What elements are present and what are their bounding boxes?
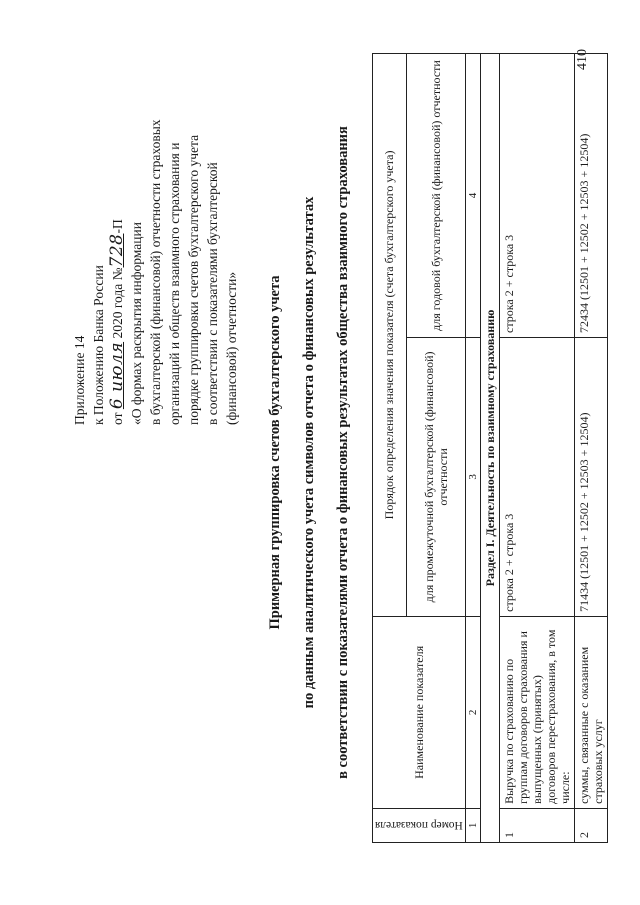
row-interim: 71434 (12501 + 12502 + 12503 + 12504) (574, 337, 607, 616)
date-prefix: от (110, 412, 125, 425)
row-number: 1 (499, 808, 574, 842)
row-name: Выручка по страхованию по группам договоров страхования и выпущенных (принятых) договоров перестрахования, в том числе: (499, 616, 574, 808)
row-interim: строка 2 + строка 3 (499, 337, 574, 616)
column-number: 3 (465, 337, 480, 616)
handwritten-date: 6 июля (107, 341, 127, 410)
appendix-date-line (108, 95, 127, 425)
date-year: 2020 года № (110, 267, 125, 339)
header-interim: для промежуточной бухгалтерской (финансовой) отчетности (406, 337, 465, 616)
header-annual: для годовой бухгалтерской (финансовой) отчетности (406, 54, 465, 338)
column-number: 1 (465, 808, 480, 842)
table-header-row (373, 54, 407, 843)
column-number: 2 (465, 616, 480, 808)
appendix-line: в соответствии с показателями бухгалтерской (205, 162, 220, 425)
section-title: Раздел I. Деятельность по взаимному страхованию (480, 54, 499, 843)
appendix-line: Приложение 14 (72, 335, 87, 425)
row-number: 2 (574, 808, 607, 842)
grouping-table (372, 53, 608, 843)
title-line: в соответствии с показателями отчета о финансовых результатах общества взаимного страхования (335, 126, 351, 779)
table-row (499, 54, 574, 843)
row-annual: 72434 (12501 + 12502 + 12503 + 12504) (574, 54, 607, 338)
appendix-header (70, 95, 241, 425)
document-title (258, 0, 360, 905)
appendix-line: в бухгалтерской (финансовой) отчетности страховых (148, 119, 163, 425)
column-numbers-row (465, 54, 480, 843)
title-line: Примерная группировка счетов бухгалтерского учета (267, 275, 283, 630)
header-name: Наименование показателя (373, 616, 466, 808)
appendix-line: к Положению Банка России (91, 265, 106, 425)
header-order: Порядок определения значения показателя (счета бухгалтерского учета) (373, 54, 407, 617)
appendix-line: организаций и обществ взаимного страхования и (167, 142, 182, 425)
column-number: 4 (465, 54, 480, 338)
handwritten-number: 728 (107, 233, 127, 268)
header-number: Номер показателя (373, 808, 466, 842)
number-suffix: -П (110, 219, 125, 234)
row-name: суммы, связанные с оказанием страховых услуг (574, 616, 607, 808)
appendix-line: (финансовой) отчетности» (224, 271, 239, 425)
section-row (480, 54, 499, 843)
row-annual: строка 2 + строка 3 (499, 54, 574, 338)
appendix-line: порядке группировки счетов бухгалтерского учета (186, 134, 201, 425)
page-number: 410 (575, 49, 590, 70)
appendix-line: «О формах раскрытия информации (129, 222, 144, 425)
table-row (574, 54, 607, 843)
title-line: по данным аналитического учета символов отчета о финансовых результатах (301, 196, 317, 709)
